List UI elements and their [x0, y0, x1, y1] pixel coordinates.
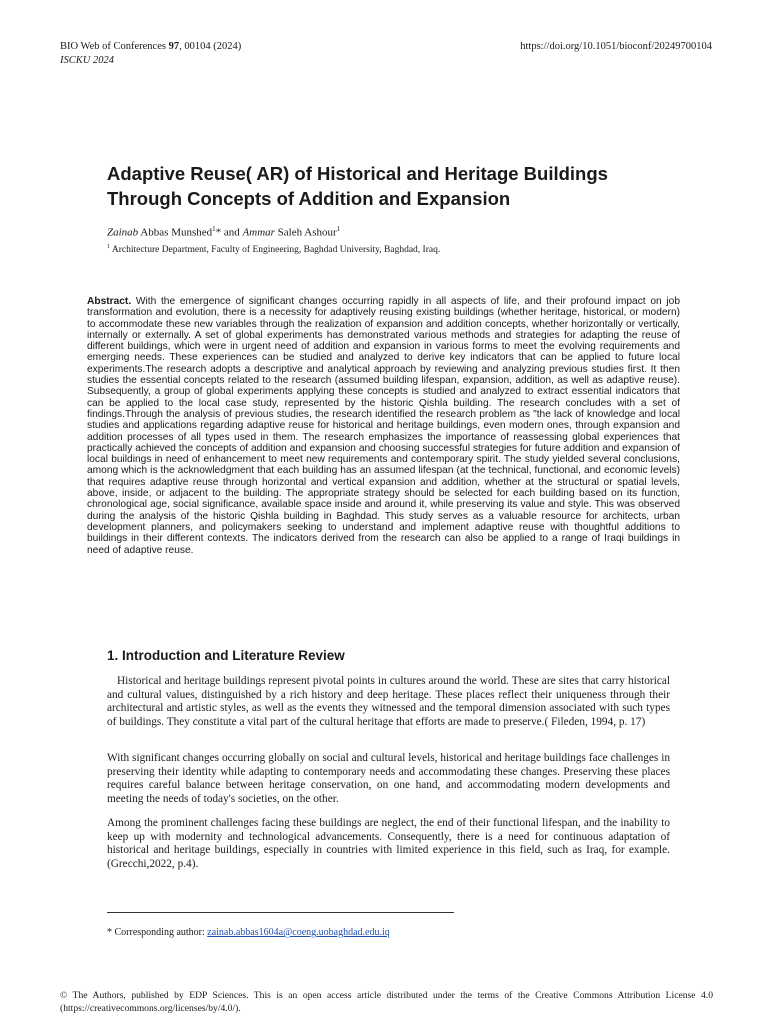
journal-name: BIO Web of Conferences: [60, 41, 169, 52]
affiliation-text: Architecture Department, Faculty of Engineering, Baghdad University, Baghdad, Iraq.: [110, 245, 441, 256]
author-1-last-name: Abbas Munshed: [138, 226, 213, 239]
section-title: Introduction and Literature Review: [118, 648, 345, 663]
paragraph-1: Historical and heritage buildings represent pivotal points in cultures around the world. These are sites that carry historical and cultural values, distinguished by a rich history and deep heritage. These places reflect their uniqueness through their architectural and artistic styles, as well as the events they witnessed and the temporal dimension associated with such types of buildings. They constitute a vital part of the cultural heritage that efforts are made to preserve.( Fileden, 1994, p. 17): [107, 675, 670, 728]
doi-link[interactable]: https://doi.org/10.1051/bioconf/20249700104: [520, 41, 712, 52]
author-2-affiliation-mark: 1: [336, 225, 341, 233]
article-number: , 00104 (2024): [179, 41, 242, 52]
affiliation: [107, 241, 440, 257]
author-list: [107, 222, 340, 240]
corresponding-mark: *: [215, 226, 222, 239]
section-heading: [107, 647, 345, 665]
corresponding-email-link[interactable]: zainab.abbas1604a@coeng.uobaghdad.edu.iq: [207, 927, 390, 938]
author-2-first-name: Ammar: [242, 226, 275, 239]
paper-title: Adaptive Reuse( AR) of Historical and Heritage Buildings Through Concepts of Addition and Expansion: [107, 163, 608, 209]
author-2-last-name: Saleh Ashour: [274, 226, 337, 239]
abstract-label: Abstract.: [87, 296, 132, 307]
author-1-affiliation-mark: 1: [212, 225, 216, 233]
conference-name: ISCKU 2024: [60, 55, 114, 66]
author-1-first-name: Zainab: [107, 226, 139, 239]
abstract-text: With the emergence of significant changes occurring rapidly in all aspects of life, and their profound impact on job transformation and evolution, there is a necessity for adaptively reusing existing buildings (whether heritage, historical, or modern) to accommodate these new variables through the realization of expansion and addition concepts, whether horizontally or vertically, internally or externally. A set of global experiments has demonstrated various methods and strategies for adapting the reuse of different buildings, which were in urgent need of addition and expansion in various forms to meet the evolving requirements and emerging needs. These experiences can be studied and analyzed to derive key indicators that can be applied to future local experiments.The research adopts a descriptive and analytical approach by reviewing and analyzing previous studies first. It then studies the essential concepts related to the research (assumed building lifespan, expansion, addition, as well as adaptive reuse). Subsequently, a group of global experiments applying these concepts is studied and analyzed to extract essential indicators that can be applied to the local case study, represented by the historic Qishla building. The research concludes with a set of findings.Through the analysis of previous studies, the research identified the research problem as "the lack of knowledge and local studies and applications regarding adaptive reuse for historical and heritage buildings, even modern ones, through expansion and addition processes of all types used in them. The research emphasizes the importance of reassessing global experiences that practically achieved the concepts of addition and expansion and choosing successful strategies for future addition and expansion of local buildings in need of enhancement to meet new requirements and contemporary spirit. The study yielded several conclusions, among which is the acknowledgment that each building has an assumed lifespan (at the technical, functional, and economic levels) that requires adaptive reuse through horizontal and vertical expansion and addition, whether at the structural or spatial levels, above, inside, or adjacent to the building. The appropriate strategy should be selected for each building based on its function, chronological age, social significance, available space inside and around it, while preserving its value and style. This was observed during the analysis of the historic Qishla building in Baghdad. This study serves as a valuable resource for architects, urban development planners, and policymakers seeking to understand and implement adaptive reuse with thoughtful additions to buildings in their different contexts. The indicators derived from the research can also be applied to a range of Iraqi buildings in need of adaptive reuse.: [87, 296, 680, 556]
abstract: [87, 296, 680, 556]
footnote-divider: [107, 912, 454, 913]
license-notice: © The Authors, published by EDP Sciences. This is an open access article distributed under the terms of the Creative Commons Attribution License 4.0 (https://creativecommons.org/licenses/by/4.0/).: [60, 990, 713, 1014]
paragraph-2: With significant changes occurring globally on social and cultural levels, historical and heritage buildings face challenges in preserving their identity while adapting to contemporary needs and accommodating these changes. Preserving these places requires careful balance between heritage conservation, on one hand, and accommodating modern developments and meeting the needs of today's societies, on the other.: [107, 752, 670, 805]
paragraph-3: Among the prominent challenges facing these buildings are neglect, the end of their functional lifespan, and the inability to keep up with modernity and technological advancements. Consequently, there is a need for continuous adaptation of historical and heritage buildings, especially in countries with limited experience in this field, such as Iraq, for example. (Grecchi,2022, p.4).: [107, 817, 670, 870]
journal-volume: 97: [168, 41, 180, 52]
journal-citation: [60, 40, 241, 54]
footnote-label: * Corresponding author:: [107, 927, 208, 938]
author-conjunction: and: [221, 226, 243, 239]
section-number: 1.: [107, 648, 119, 663]
journal-header: [60, 40, 241, 68]
footnote: [107, 926, 390, 939]
affiliation-mark: 1: [107, 244, 110, 250]
